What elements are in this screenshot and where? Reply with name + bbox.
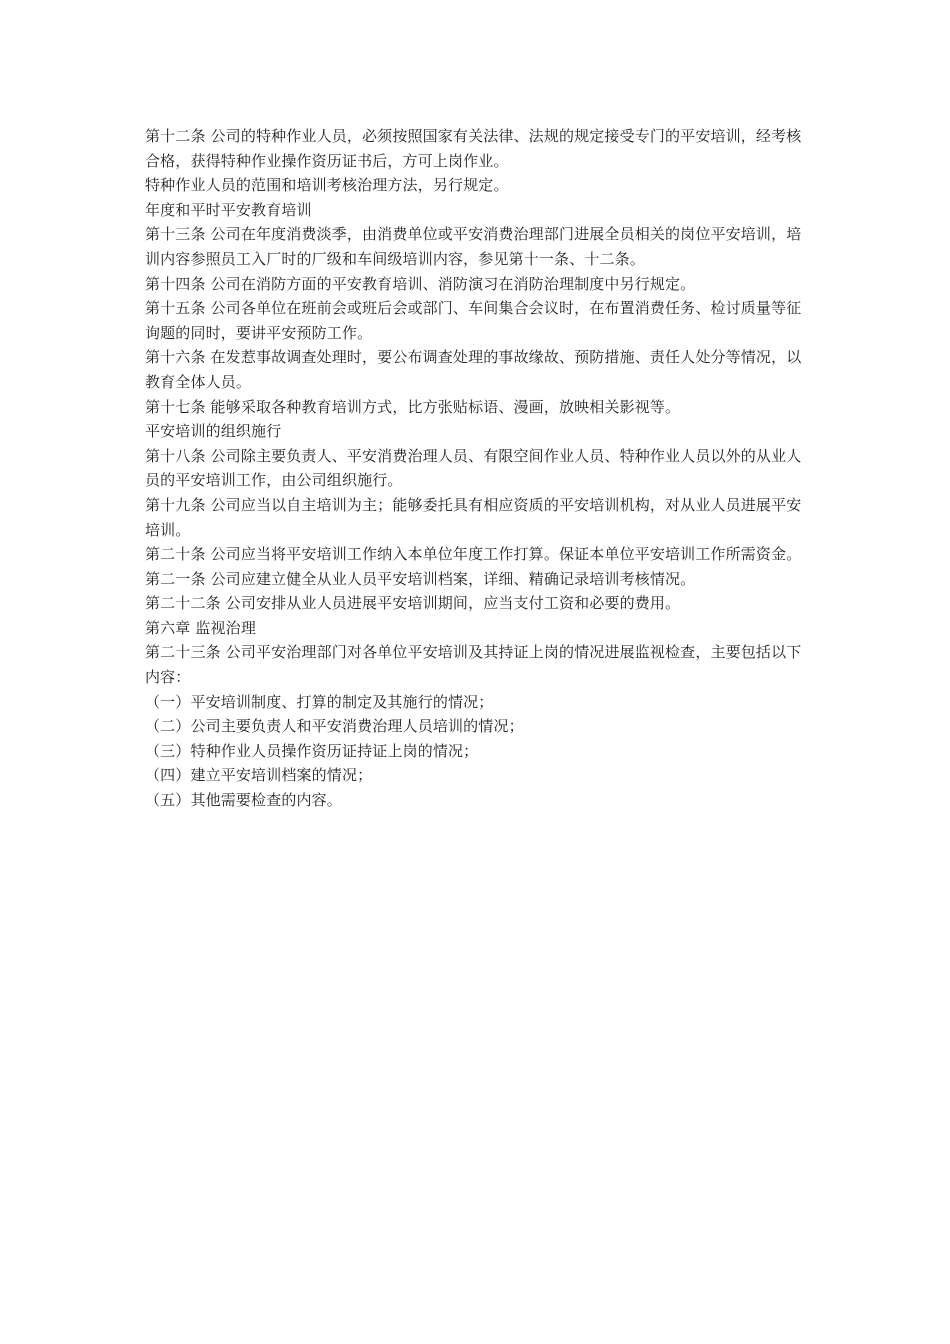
list-item-5: （五）其他需要检查的内容。 [145, 791, 342, 810]
paragraph-article-19: 第十九条 公司应当以自主培训为主；能够委托具有相应资质的平安培训机构，对从业人员进展平安培训。 [145, 495, 802, 539]
chapter-heading-6: 第六章 监视治理 [145, 618, 256, 637]
section-heading-annual-training: 年度和平时平安教育培训 [145, 200, 312, 219]
paragraph-article-16: 第十六条 在发惹事故调查处理时，要公布调查处理的事故缘故、预防措施、责任人处分等情况，以教育全体人员。 [145, 348, 802, 391]
list-item-2: （二）公司主要负责人和平安消费治理人员培训的情况； [145, 717, 524, 736]
paragraph-article-15: 第十五条 公司各单位在班前会或班后会或部门、车间集合会议时，在布置消费任务、检讨质量等征询题的同时，要讲平安预防工作。 [145, 299, 802, 342]
paragraph-article-12: 第十二条 公司的特种作业人员，必须按照国家有关法律、法规的规定接受专门的平安培训，经考核合格，获得特种作业操作资历证书后，方可上岗作业。 [145, 127, 802, 170]
paragraph-article-23: 第二十三条 公司平安治理部门对各单位平安培训及其持证上岗的情况进展监视检查，主要包括以下内容： [145, 643, 802, 687]
paragraph-article-14: 第十四条 公司在消防方面的平安教育培训、消防演习在消防治理制度中另行规定。 [145, 274, 696, 293]
list-item-3: （三）特种作业人员操作资历证持证上岗的情况； [145, 741, 479, 760]
paragraph-article-20: 第二十条 公司应当将平安培训工作纳入本单位年度工作打算。保证本单位平安培训工作所需资金。 [145, 545, 802, 564]
paragraph-article-22: 第二十二条 公司安排从业人员进展平安培训期间，应当支付工资和必要的费用。 [145, 594, 681, 613]
document-body [145, 124, 813, 813]
paragraph-article-17: 第十七条 能够采取各种教育培训方式，比方张贴标语、漫画，放映相关影视等。 [145, 397, 681, 416]
paragraph-article-18: 第十八条 公司除主要负责人、平安消费治理人员、有限空间作业人员、特种作业人员以外的从业人员的平安培训工作，由公司组织施行。 [145, 446, 802, 490]
paragraph-article-13: 第十三条 公司在年度消费淡季，由消费单位或平安消费治理部门进展全员相关的岗位平安培训，培训内容参照员工入厂时的厂级和车间级培训内容，参见第十一条、十二条。 [145, 225, 802, 268]
list-item-4: （四）建立平安培训档案的情况； [145, 766, 373, 785]
list-item-1: （一）平安培训制度、打算的制定及其施行的情况； [145, 692, 494, 711]
paragraph-article-21: 第二一条 公司应建立健全从业人员平安培训档案，详细、精确记录培训考核情况。 [145, 569, 696, 588]
paragraph-special-workers-scope: 特种作业人员的范围和培训考核治理方法，另行规定。 [145, 176, 509, 195]
section-heading-training-organization: 平安培训的组织施行 [145, 422, 282, 441]
